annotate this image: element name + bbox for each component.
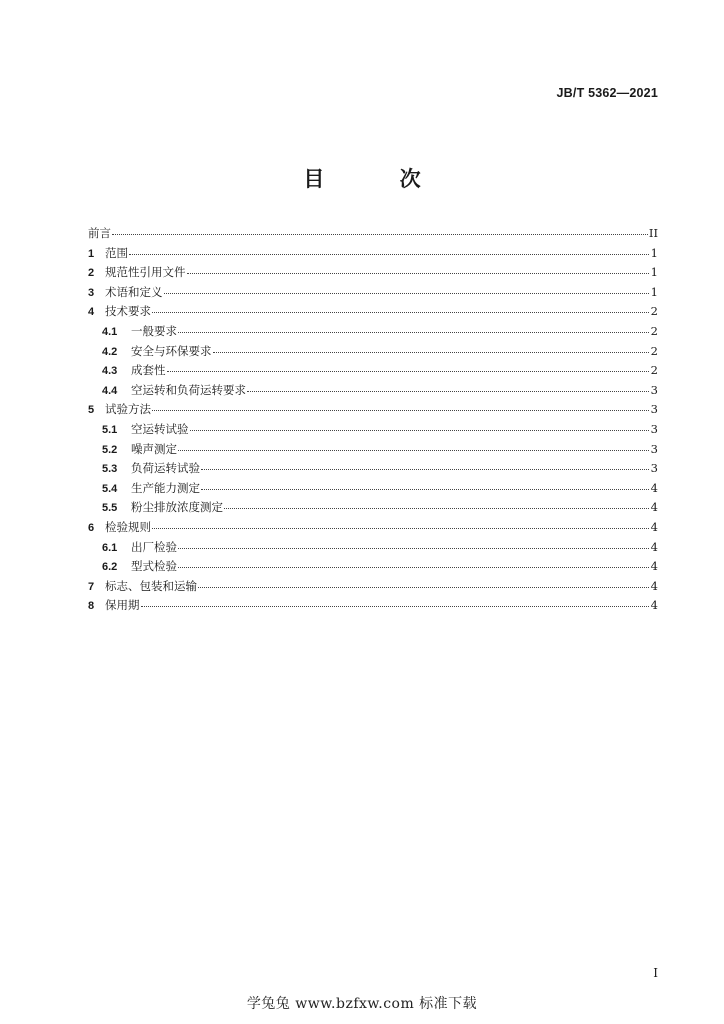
toc-entry-label: 一般要求 xyxy=(131,323,177,338)
toc-entry-label: 噪声测定 xyxy=(131,441,177,456)
toc-entry-number: 8 xyxy=(88,600,95,613)
toc-entry-label: 规范性引用文件 xyxy=(105,265,186,280)
toc-entry-number: 4.2 xyxy=(102,345,118,358)
toc-entry-number: 5.3 xyxy=(102,463,118,476)
toc-entry[interactable] xyxy=(88,244,658,264)
toc-entry[interactable] xyxy=(88,224,658,244)
toc-entry-page: 3 xyxy=(650,461,658,476)
toc-entry-label: 负荷运转试验 xyxy=(131,461,200,476)
toc-entry-label: 生产能力测定 xyxy=(131,480,200,495)
toc-entry[interactable] xyxy=(88,440,658,460)
toc-entry-page: 3 xyxy=(650,441,658,456)
toc-dot-leader xyxy=(152,528,649,529)
toc-entry-label: 术语和定义 xyxy=(105,284,163,299)
toc-entry[interactable] xyxy=(88,518,658,538)
toc-entry-number: 5.5 xyxy=(102,502,118,515)
toc-dot-leader xyxy=(201,469,649,470)
toc-entry[interactable] xyxy=(88,322,658,342)
toc-entry-number: 7 xyxy=(88,580,95,593)
toc-dot-leader xyxy=(224,508,649,509)
toc-entry-page: 2 xyxy=(650,363,658,378)
toc-dot-leader xyxy=(190,430,650,431)
toc-entry[interactable] xyxy=(88,596,658,616)
toc-dot-leader xyxy=(152,312,649,313)
toc-entry-page: II xyxy=(648,226,658,240)
toc-entry[interactable] xyxy=(88,498,658,518)
toc-dot-leader xyxy=(178,567,649,568)
toc-entry-label: 粉尘排放浓度测定 xyxy=(131,500,223,515)
toc-dot-leader xyxy=(198,587,649,588)
toc-dot-leader xyxy=(129,254,649,255)
toc-entry-label: 范围 xyxy=(105,245,128,260)
toc-dot-leader xyxy=(247,391,649,392)
toc-dot-leader xyxy=(187,273,650,274)
toc-entry-number: 5 xyxy=(88,404,95,417)
page-title: 目 次 xyxy=(303,167,455,191)
toc-entry-page: 2 xyxy=(650,343,658,358)
footer-watermark: 学兔兔 www.bzfxw.com 标准下载 xyxy=(246,996,478,1012)
toc-dot-leader xyxy=(213,352,650,353)
toc-entry-number: 2 xyxy=(88,267,95,280)
toc-entry-label: 保用期 xyxy=(105,598,140,613)
toc-entry-number: 1 xyxy=(88,247,95,260)
toc-entry[interactable] xyxy=(88,557,658,577)
toc-dot-leader xyxy=(167,371,650,372)
toc-entry[interactable] xyxy=(88,400,658,420)
toc-dot-leader xyxy=(141,606,650,607)
toc-entry[interactable] xyxy=(88,342,658,362)
toc-entry-label: 标志、包装和运输 xyxy=(105,578,197,593)
toc-dot-leader xyxy=(178,548,649,549)
toc-entry-label: 出厂检验 xyxy=(131,539,177,554)
toc-entry-number: 3 xyxy=(88,286,95,299)
toc-entry-label: 技术要求 xyxy=(105,304,151,319)
toc-entry[interactable] xyxy=(88,361,658,381)
toc-entry-label: 空运转和负荷运转要求 xyxy=(131,382,246,397)
toc-entry[interactable] xyxy=(88,283,658,303)
toc-entry[interactable] xyxy=(88,263,658,283)
toc-entry-number: 5.1 xyxy=(102,423,118,436)
toc-entry-page: 3 xyxy=(650,421,658,436)
toc-entry-label: 前言 xyxy=(88,226,111,240)
toc-entry-page: 2 xyxy=(650,323,658,338)
toc-entry-page: 4 xyxy=(650,559,658,574)
toc-entry-page: 4 xyxy=(650,519,658,534)
toc-entry-page: 3 xyxy=(650,402,658,417)
toc-dot-leader xyxy=(201,489,649,490)
page-number: I xyxy=(653,966,658,980)
toc-entry-number: 4 xyxy=(88,306,95,319)
toc-dot-leader xyxy=(112,234,648,235)
toc-dot-leader xyxy=(178,450,649,451)
toc-entry-number: 6.1 xyxy=(102,541,118,554)
toc-entry-page: 4 xyxy=(650,480,658,495)
toc-entry[interactable] xyxy=(88,577,658,597)
toc-entry-number: 4.4 xyxy=(102,384,118,397)
toc-entry-page: 1 xyxy=(650,284,658,299)
table-of-contents xyxy=(88,224,658,616)
toc-entry-number: 5.2 xyxy=(102,443,118,456)
toc-entry[interactable] xyxy=(88,459,658,479)
toc-entry-number: 6.2 xyxy=(102,561,118,574)
toc-entry-label: 型式检验 xyxy=(131,559,177,574)
toc-entry-page: 1 xyxy=(650,245,658,260)
toc-entry-page: 3 xyxy=(650,382,658,397)
toc-dot-leader xyxy=(164,293,650,294)
document-number: JB/T 5362—2021 xyxy=(556,86,658,100)
toc-entry-page: 4 xyxy=(650,598,658,613)
toc-entry-number: 4.1 xyxy=(102,325,118,338)
toc-entry[interactable] xyxy=(88,538,658,558)
toc-entry-label: 成套性 xyxy=(131,363,166,378)
toc-entry[interactable] xyxy=(88,479,658,499)
toc-entry-page: 2 xyxy=(650,304,658,319)
toc-entry-page: 4 xyxy=(650,500,658,515)
toc-entry[interactable] xyxy=(88,420,658,440)
toc-entry-number: 6 xyxy=(88,521,95,534)
toc-entry-page: 4 xyxy=(650,539,658,554)
toc-entry-label: 空运转试验 xyxy=(131,421,189,436)
toc-dot-leader xyxy=(152,410,649,411)
toc-entry-label: 检验规则 xyxy=(105,519,151,534)
toc-dot-leader xyxy=(178,332,649,333)
toc-entry-label: 安全与环保要求 xyxy=(131,343,212,358)
toc-entry-page: 1 xyxy=(650,265,658,280)
toc-entry[interactable] xyxy=(88,302,658,322)
toc-entry-number: 5.4 xyxy=(102,482,118,495)
toc-entry[interactable] xyxy=(88,381,658,401)
toc-entry-label: 试验方法 xyxy=(105,402,151,417)
toc-entry-page: 4 xyxy=(650,578,658,593)
toc-entry-number: 4.3 xyxy=(102,365,118,378)
